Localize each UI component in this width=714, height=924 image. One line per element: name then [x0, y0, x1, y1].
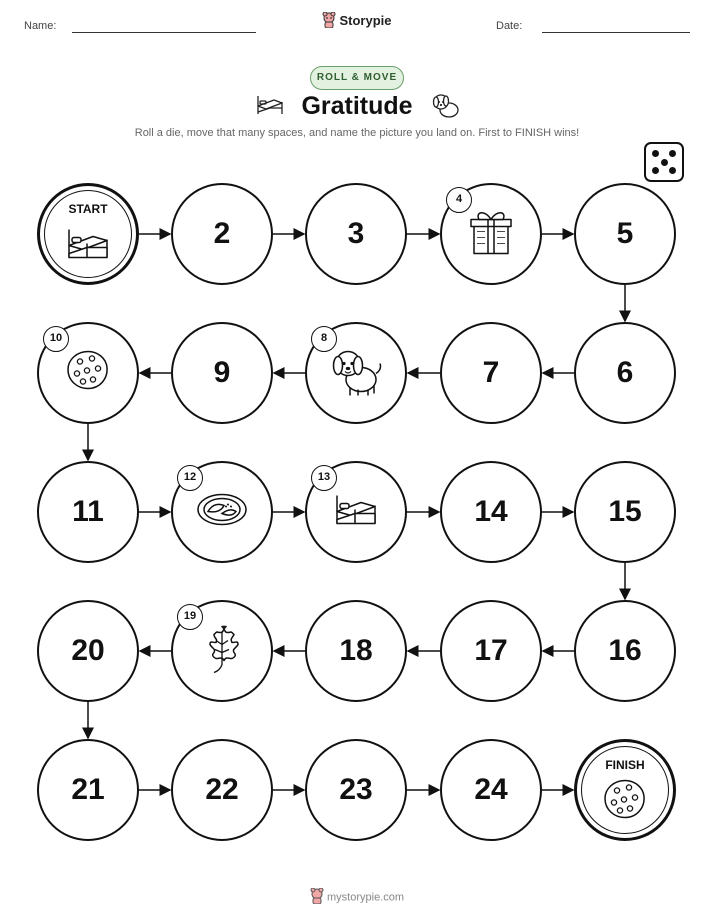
space-number-badge: 19 [177, 604, 203, 630]
space-number: 15 [608, 495, 642, 528]
date-label: Date: [496, 20, 523, 32]
space-number: 7 [482, 356, 500, 389]
board-space-21 [37, 739, 139, 841]
board-space-20 [37, 600, 139, 702]
space-number: 24 [474, 773, 508, 806]
board-space-14 [440, 461, 542, 563]
gift-icon [468, 208, 514, 261]
space-number: 22 [205, 773, 239, 806]
space-number-badge: 4 [446, 187, 472, 213]
cookie-icon [602, 777, 648, 826]
board-space-12 [171, 461, 273, 563]
space-number: 2 [213, 217, 231, 250]
name-label: Name: [24, 20, 57, 32]
storypie-mascot-icon [310, 888, 324, 907]
space-number: 5 [616, 217, 634, 250]
board-space-start [37, 183, 139, 285]
space-number-badge: 12 [177, 465, 203, 491]
board-space-9 [171, 322, 273, 424]
cookie-icon [65, 349, 111, 398]
bed-icon [63, 223, 113, 268]
space-number: 18 [339, 634, 373, 667]
space-number-badge: 13 [311, 465, 337, 491]
board-space-7 [440, 322, 542, 424]
board-space-17 [440, 600, 542, 702]
space-number: 3 [347, 217, 365, 250]
space-number-badge: 8 [311, 326, 337, 352]
puppy-icon [328, 344, 384, 403]
footer-url: mystorypie.com [327, 891, 405, 904]
board-space-18 [305, 600, 407, 702]
space-number: 16 [608, 634, 642, 667]
board-space-19 [171, 600, 273, 702]
space-label: FINISH [605, 758, 645, 772]
space-label: START [68, 202, 108, 216]
board-space-24 [440, 739, 542, 841]
board-space-5 [574, 183, 676, 285]
leaf-icon [202, 623, 242, 680]
space-number: 17 [474, 634, 508, 667]
board-space-22 [171, 739, 273, 841]
board-space-4 [440, 183, 542, 285]
board-space-2 [171, 183, 273, 285]
bed-icon [331, 490, 381, 535]
board-space-8 [305, 322, 407, 424]
board-space-16 [574, 600, 676, 702]
space-number: 6 [616, 356, 634, 389]
brand-name: Storypie [339, 12, 392, 28]
plate-icon [196, 492, 248, 533]
space-number-badge: 10 [43, 326, 69, 352]
space-number: 20 [71, 634, 105, 667]
space-number: 11 [72, 495, 104, 528]
board-space-10 [37, 322, 139, 424]
board-space-23 [305, 739, 407, 841]
footer [0, 888, 714, 907]
board-space-3 [305, 183, 407, 285]
board-space-15 [574, 461, 676, 563]
space-number: 14 [474, 495, 508, 528]
board-space-6 [574, 322, 676, 424]
page-title: Gratitude [301, 92, 413, 120]
space-number: 23 [339, 773, 373, 806]
board-space-13 [305, 461, 407, 563]
board-space-finish [574, 739, 676, 841]
instructions: Roll a die, move that many spaces, and name the picture you land on. First to FINISH wins! [134, 127, 580, 139]
space-number: 21 [71, 773, 105, 806]
space-number: 9 [213, 356, 231, 389]
board-space-11 [37, 461, 139, 563]
game-type-badge: ROLL & MOVE [310, 66, 404, 90]
